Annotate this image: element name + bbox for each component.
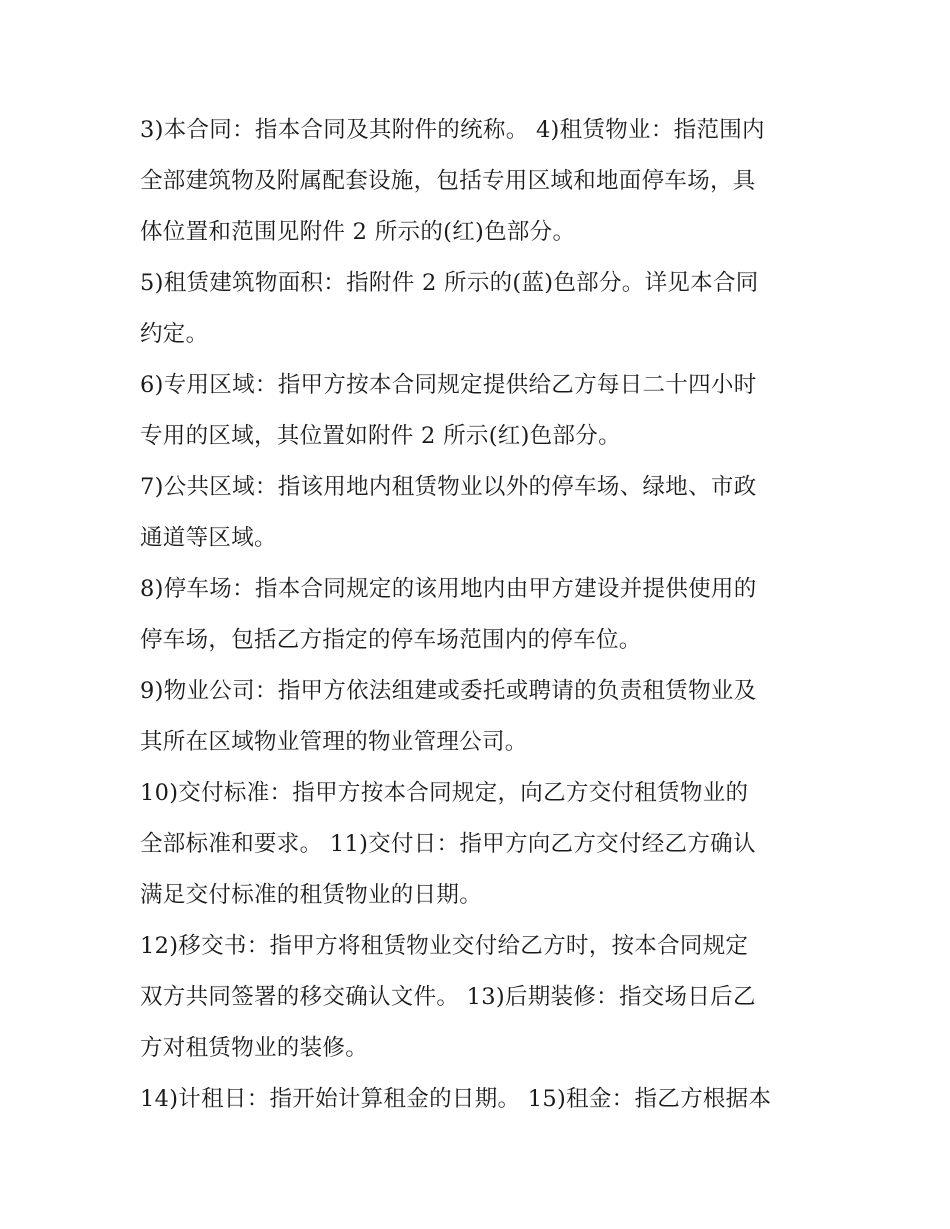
text-line: 3)本合同：指本合同及其附件的统称。 4)租赁物业：指范围内 (140, 117, 765, 143)
text-line: 9)物业公司：指甲方依法组建或委托或聘请的负责租赁物业及 (140, 678, 757, 704)
text-line: 全部建筑物及附属配套设施，包括专用区域和地面停车场，具 (140, 168, 756, 194)
text-line: 满足交付标准的租赁物业的日期。 (140, 882, 483, 908)
text-line: 全部标准和要求。 11)交付日：指甲方向乙方交付经乙方确认 (140, 831, 756, 857)
text-line: 方对租赁物业的装修。 (140, 1035, 369, 1061)
text-line: 通道等区域。 (140, 525, 277, 551)
text-line: 体位置和范围见附件 2 所示的(红)色部分。 (140, 219, 576, 245)
text-line: 其所在区域物业管理的物业管理公司。 (140, 729, 528, 755)
document-body (140, 109, 820, 1129)
text-line: 双方共同签署的移交确认文件。 13)后期装修：指交场日后乙 (140, 984, 756, 1010)
text-line: 14)计租日：指开始计算租金的日期。 15)租金：指乙方根据本 (140, 1086, 772, 1112)
text-line: 5)租赁建筑物面积：指附件 2 所示的(蓝)色部分。详见本合同 (140, 270, 759, 296)
text-line: 约定。 (140, 321, 209, 347)
text-line: 6)专用区域：指甲方按本合同规定提供给乙方每日二十四小时 (140, 372, 757, 398)
text-line: 停车场，包括乙方指定的停车场范围内的停车位。 (140, 627, 642, 653)
text-line: 8)停车场：指本合同规定的该用地内由甲方建设并提供使用的 (140, 576, 757, 602)
text-line: 7)公共区域：指该用地内租赁物业以外的停车场、绿地、市政 (140, 474, 757, 500)
text-line: 专用的区域，其位置如附件 2 所示(红)色部分。 (140, 423, 621, 449)
text-line: 12)移交书：指甲方将租赁物业交付给乙方时，按本合同规定 (140, 933, 749, 959)
text-line: 10)交付标准：指甲方按本合同规定，向乙方交付租赁物业的 (140, 780, 749, 806)
